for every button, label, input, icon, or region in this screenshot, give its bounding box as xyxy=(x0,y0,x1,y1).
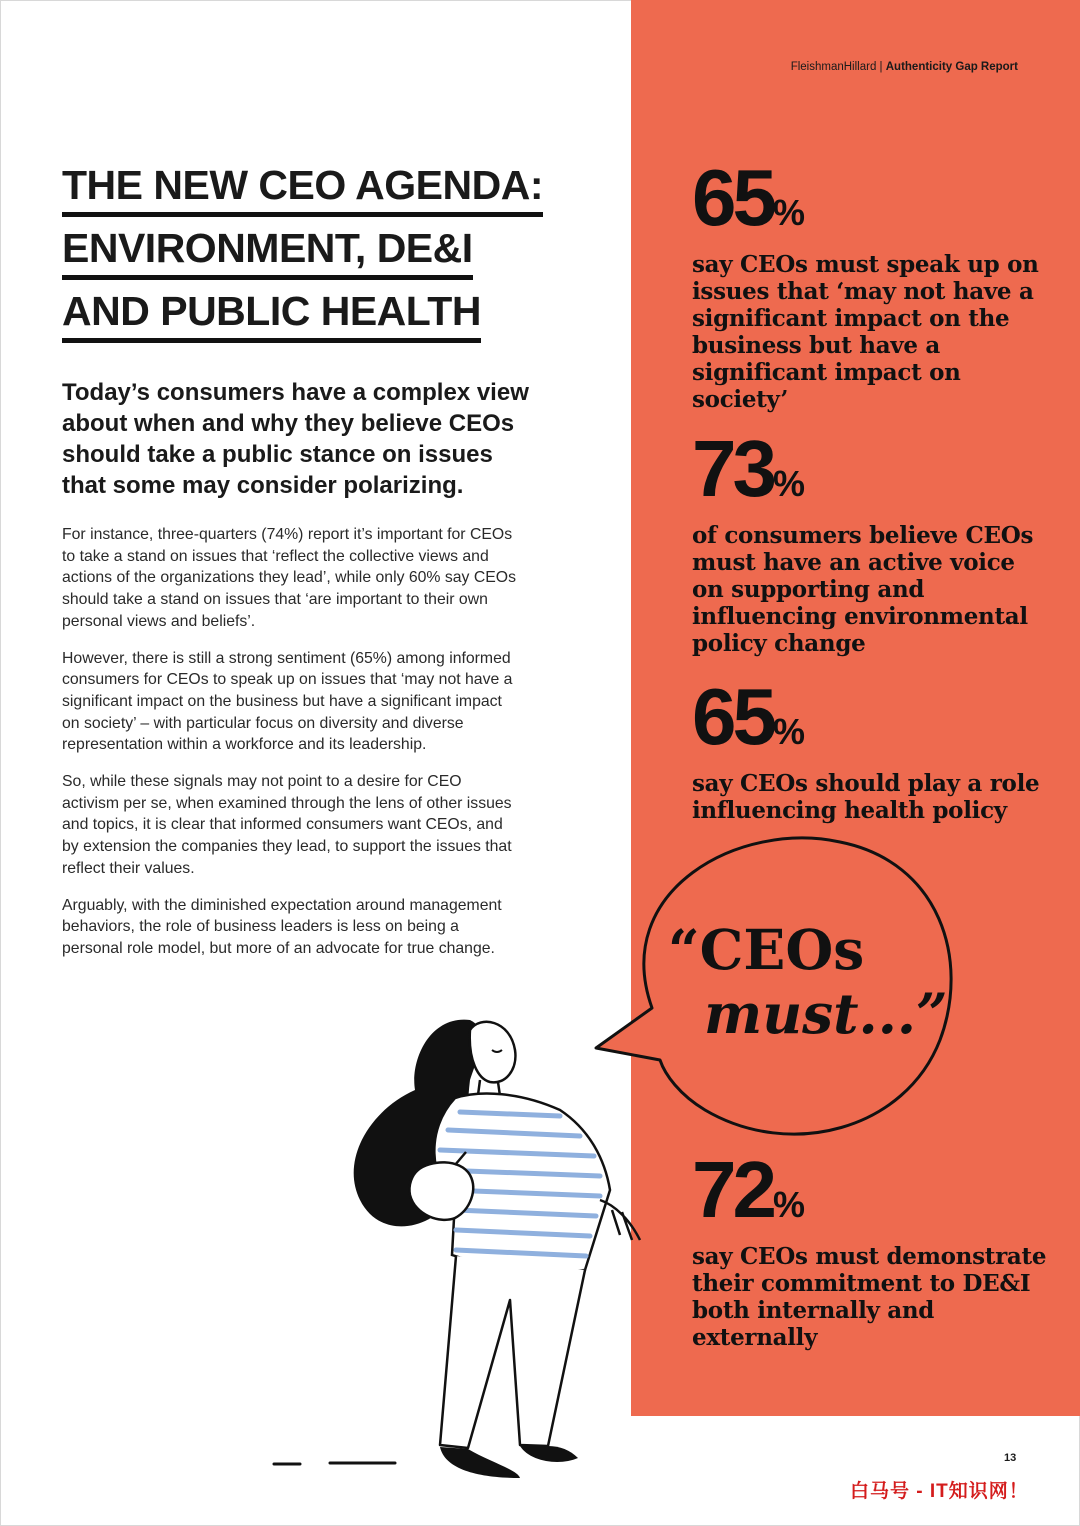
page-number: 13 xyxy=(1004,1452,1017,1464)
lead-paragraph: Today’s consumers have a complex view about when and why they believe CEOs should take a public stance on issues that some may consider polarizing. xyxy=(62,379,529,499)
stat-text: say CEOs must demonstrate their commitment to DE&I both internally and externally xyxy=(692,1243,1047,1351)
brand-name: FleishmanHillard xyxy=(790,61,877,73)
quote-line-2: must...” xyxy=(704,981,948,1046)
woman-shoe xyxy=(440,1447,520,1478)
stat-number: 73% xyxy=(692,424,805,513)
woman-pants xyxy=(440,1256,585,1448)
title-line-3: AND PUBLIC HEALTH xyxy=(62,284,481,343)
title-line-1: THE NEW CEO AGENDA: xyxy=(62,158,543,217)
watermark: 白马号 - IT知识网！ xyxy=(850,1481,1029,1502)
body-paragraph: So, while these signals may not point to a desire for CEO activism per se, when examined through the lens of other issues and topics, it is clear that informed consumers want CEOs, and by extension the companies they lead, to support the issues that reflect their values. xyxy=(62,773,512,877)
stat-number: 72% xyxy=(692,1145,805,1234)
woman-fist xyxy=(409,1162,473,1219)
speech-quote xyxy=(668,918,948,1046)
woman-face xyxy=(470,1022,516,1083)
quote-line-1: “CEOs xyxy=(668,917,865,982)
stat-number: 65% xyxy=(692,672,805,761)
stat-number: 65% xyxy=(692,153,805,242)
stat-text: say CEOs must speak up on issues that ‘may not have a significant impact on the business but have a significant impact on society’ xyxy=(692,251,1039,413)
body-paragraph: For instance, three-quarters (74%) report it’s important for CEOs to take a stand on issues that ‘reflect the collective views and actions of the organizations they lead’, while only 60% say CEOs should take a stand on issues that ‘are important to their own personal views and beliefs’. xyxy=(62,526,516,630)
stat-text: of consumers believe CEOs must have an active voice on supporting and influencing environmental policy change xyxy=(692,522,1034,657)
body-paragraph: However, there is still a strong sentiment (65%) among informed consumers for CEOs to speak up on issues that ‘may not have a significant impact on the business but have a significant impact on society’ – with particular focus on diversity and diverse representation within a workforce and its leadership. xyxy=(62,649,513,754)
report-name: Authenticity Gap Report xyxy=(885,61,1018,73)
body-paragraph: Arguably, with the diminished expectation around management behaviors, the role of business leaders is less on being a personal role model, but more of an advocate for true change. xyxy=(62,896,502,957)
title-line-2: ENVIRONMENT, DE&I xyxy=(62,221,473,280)
report-header: FleishmanHillard | Authenticity Gap Report xyxy=(790,61,1018,73)
stat-text: say CEOs should play a role influencing health policy xyxy=(692,770,1040,824)
woman-shoe xyxy=(520,1446,578,1462)
